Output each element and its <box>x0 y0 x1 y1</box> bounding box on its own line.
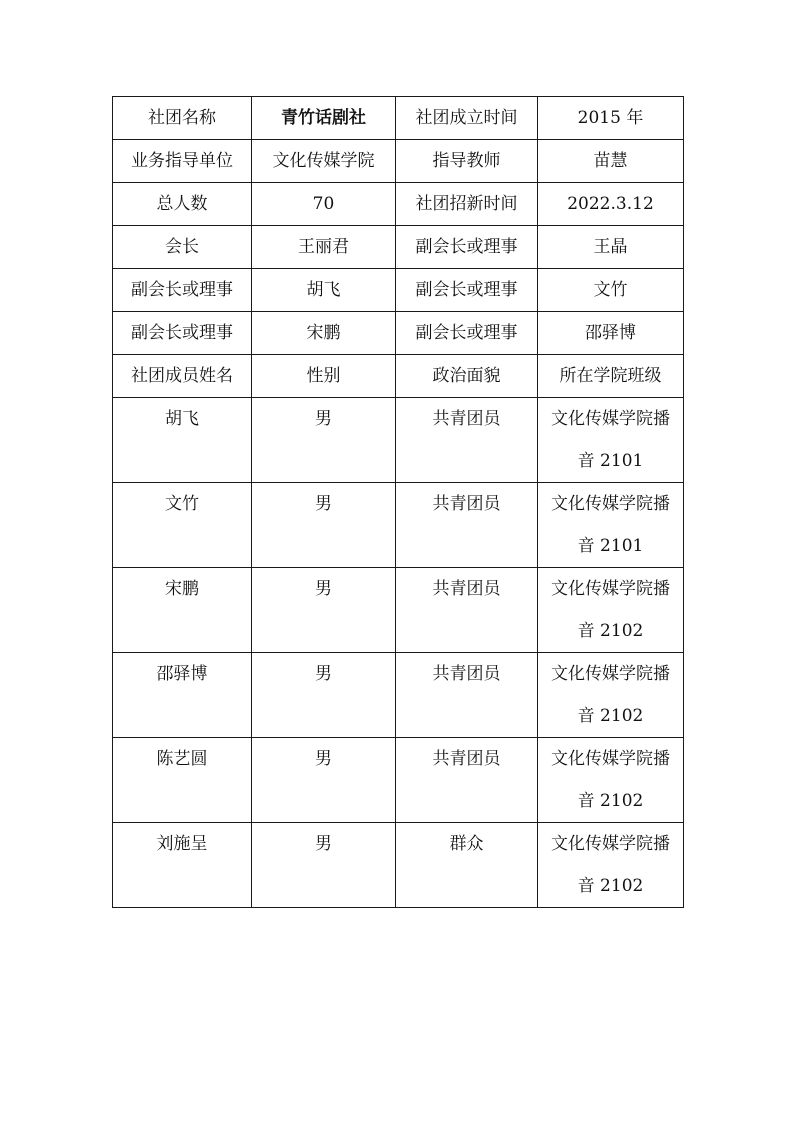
member-name: 陈艺圆 <box>113 738 252 823</box>
member-gender: 男 <box>252 653 396 738</box>
member-political-status: 群众 <box>396 823 538 908</box>
member-college-class <box>538 483 684 568</box>
value-club-name: 青竹话剧社 <box>252 97 396 140</box>
label-recruit-time: 社团招新时间 <box>396 183 538 226</box>
member-row <box>113 483 684 568</box>
member-name: 刘施呈 <box>113 823 252 908</box>
label-vice-president: 副会长或理事 <box>113 269 252 312</box>
value-advisor: 苗慧 <box>538 140 684 183</box>
member-college-class <box>538 398 684 483</box>
member-class-line2: 音 2102 <box>577 621 644 641</box>
member-college-class <box>538 738 684 823</box>
member-row <box>113 568 684 653</box>
member-class-line1: 文化传媒学院播 <box>551 749 670 769</box>
member-name: 邵驿博 <box>113 653 252 738</box>
member-class-line2: 音 2101 <box>577 536 644 556</box>
member-row <box>113 823 684 908</box>
info-row-club-name <box>113 97 684 140</box>
member-name: 宋鹏 <box>113 568 252 653</box>
member-header-row <box>113 355 684 398</box>
label-club-name: 社团名称 <box>113 97 252 140</box>
value-president: 王丽君 <box>252 226 396 269</box>
member-class-line2: 音 2102 <box>577 706 644 726</box>
value-founded-time: 2015 年 <box>538 97 684 140</box>
member-class-line2: 音 2102 <box>577 876 644 896</box>
label-total-members: 总人数 <box>113 183 252 226</box>
member-college-class <box>538 568 684 653</box>
member-political-status: 共青团员 <box>396 738 538 823</box>
member-class-line2: 音 2102 <box>577 791 644 811</box>
member-political-status: 共青团员 <box>396 398 538 483</box>
member-class-line1: 文化传媒学院播 <box>551 834 670 854</box>
member-college-class <box>538 653 684 738</box>
label-vice-president: 副会长或理事 <box>396 269 538 312</box>
label-vice-president: 副会长或理事 <box>396 226 538 269</box>
member-class-line1: 文化传媒学院播 <box>551 494 670 514</box>
member-political-status: 共青团员 <box>396 483 538 568</box>
member-gender: 男 <box>252 483 396 568</box>
value-guidance-unit: 文化传媒学院 <box>252 140 396 183</box>
club-registration-table <box>112 96 684 908</box>
member-political-status: 共青团员 <box>396 653 538 738</box>
member-row <box>113 738 684 823</box>
member-gender: 男 <box>252 823 396 908</box>
value-total-members: 70 <box>252 183 396 226</box>
member-gender: 男 <box>252 738 396 823</box>
label-vice-president: 副会长或理事 <box>113 312 252 355</box>
header-political-status: 政治面貌 <box>396 355 538 398</box>
member-name: 文竹 <box>113 483 252 568</box>
member-class-line1: 文化传媒学院播 <box>551 409 670 429</box>
member-row <box>113 398 684 483</box>
label-guidance-unit: 业务指导单位 <box>113 140 252 183</box>
value-vice-president: 王晶 <box>538 226 684 269</box>
header-member-name: 社团成员姓名 <box>113 355 252 398</box>
value-recruit-time: 2022.3.12 <box>538 183 684 226</box>
info-row-vice-1 <box>113 269 684 312</box>
label-vice-president: 副会长或理事 <box>396 312 538 355</box>
info-row-vice-2 <box>113 312 684 355</box>
member-gender: 男 <box>252 568 396 653</box>
info-row-president <box>113 226 684 269</box>
member-gender: 男 <box>252 398 396 483</box>
label-president: 会长 <box>113 226 252 269</box>
header-gender: 性别 <box>252 355 396 398</box>
value-vice-president: 文竹 <box>538 269 684 312</box>
member-row <box>113 653 684 738</box>
value-vice-president: 宋鹏 <box>252 312 396 355</box>
member-class-line2: 音 2101 <box>577 451 644 471</box>
value-vice-president: 邵驿博 <box>538 312 684 355</box>
info-row-guidance <box>113 140 684 183</box>
member-political-status: 共青团员 <box>396 568 538 653</box>
value-vice-president: 胡飞 <box>252 269 396 312</box>
member-name: 胡飞 <box>113 398 252 483</box>
label-advisor: 指导教师 <box>396 140 538 183</box>
label-founded-time: 社团成立时间 <box>396 97 538 140</box>
info-row-total <box>113 183 684 226</box>
member-college-class <box>538 823 684 908</box>
member-class-line1: 文化传媒学院播 <box>551 664 670 684</box>
header-college-class: 所在学院班级 <box>538 355 684 398</box>
member-class-line1: 文化传媒学院播 <box>551 579 670 599</box>
